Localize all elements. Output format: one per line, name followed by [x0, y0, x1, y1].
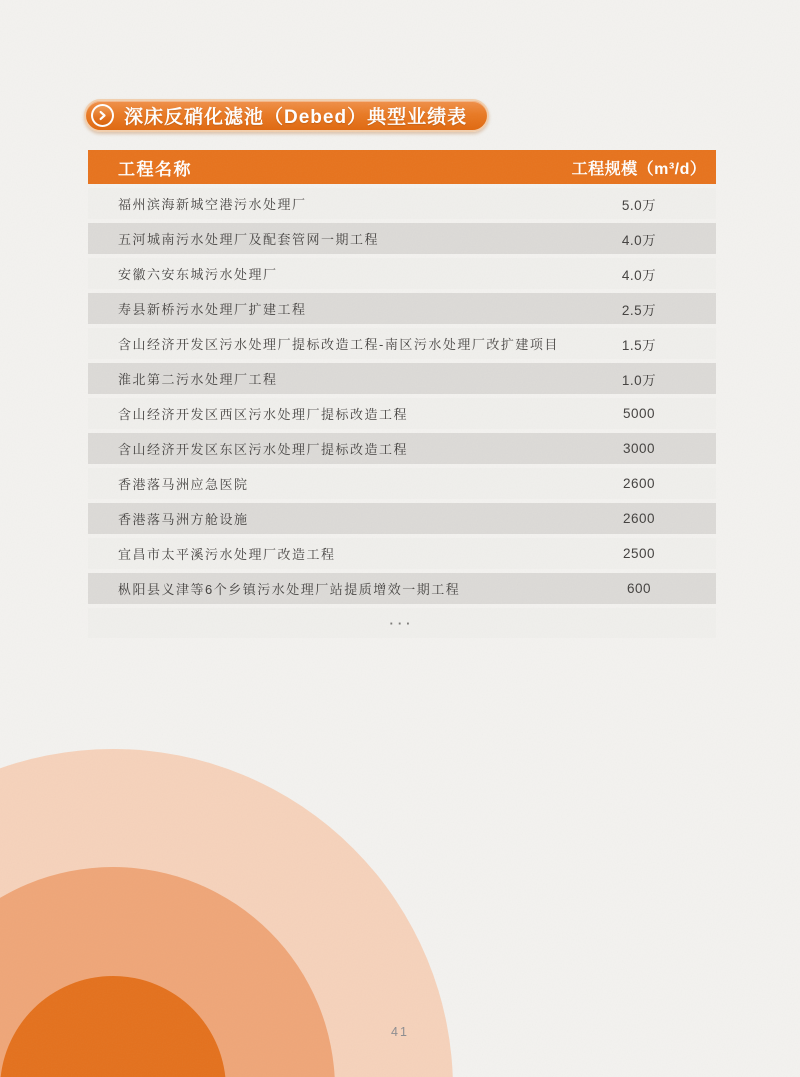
table-row: [88, 258, 716, 289]
table-header-row: [88, 150, 716, 184]
project-scale-cell: 600: [626, 581, 652, 596]
project-name-cell: 淮北第二污水处理厂工程: [118, 372, 278, 387]
project-name-cell: 安徽六安东城污水处理厂: [118, 267, 278, 282]
project-scale-cell: 4.0万: [621, 232, 657, 248]
project-name-cell: 寿县新桥污水处理厂扩建工程: [118, 302, 307, 317]
project-scale-cell: 2.5万: [621, 302, 657, 318]
project-scale-cell: 4.0万: [621, 267, 657, 283]
ellipsis-text: ···: [389, 615, 415, 631]
table-row: [88, 503, 716, 534]
table-row: [88, 188, 716, 219]
project-name-cell: 宜昌市太平溪污水处理厂改造工程: [118, 547, 336, 562]
table-row: [88, 328, 716, 359]
project-name-cell: 含山经济开发区西区污水处理厂提标改造工程: [118, 407, 409, 422]
section-title: 深床反硝化滤池（Debed）典型业绩表: [124, 107, 468, 128]
project-name-cell: 含山经济开发区污水处理厂提标改造工程-南区污水处理厂改扩建项目: [118, 337, 559, 352]
project-scale-cell: 1.0万: [621, 372, 657, 388]
project-scale-cell: 5000: [622, 406, 656, 421]
table-row: [88, 573, 716, 604]
table-row: [88, 363, 716, 394]
project-name-cell: 枞阳县义津等6个乡镇污水处理厂站提质增效一期工程: [118, 582, 461, 597]
project-scale-cell: 2600: [622, 511, 656, 526]
project-name-cell: 香港落马洲方舱设施: [118, 512, 249, 527]
table-row: [88, 293, 716, 324]
project-name-cell: 含山经济开发区东区污水处理厂提标改造工程: [118, 442, 409, 457]
table-row: [88, 468, 716, 499]
table-row: [88, 223, 716, 254]
project-scale-cell: 5.0万: [621, 197, 657, 213]
project-scale-cell: 1.5万: [621, 337, 657, 353]
project-name-cell: 五河城南污水处理厂及配套管网一期工程: [118, 232, 380, 247]
performance-table: [88, 150, 716, 638]
table-ellipsis-row: [88, 608, 716, 638]
project-name-cell: 福州滨海新城空港污水处理厂: [118, 197, 307, 212]
table-row: [88, 433, 716, 464]
table-row: [88, 538, 716, 569]
chevron-right-icon: [91, 104, 114, 127]
page-number: 41: [391, 1025, 409, 1039]
project-scale-cell: 2600: [622, 476, 656, 491]
column-header-project-name: 工程名称: [118, 159, 192, 179]
project-scale-cell: 2500: [622, 546, 656, 561]
project-scale-cell: 3000: [622, 441, 656, 456]
section-title-banner: [84, 99, 489, 132]
table-row: [88, 398, 716, 429]
project-name-cell: 香港落马洲应急医院: [118, 477, 249, 492]
column-header-project-scale: 工程规模（m³/d）: [571, 160, 707, 178]
